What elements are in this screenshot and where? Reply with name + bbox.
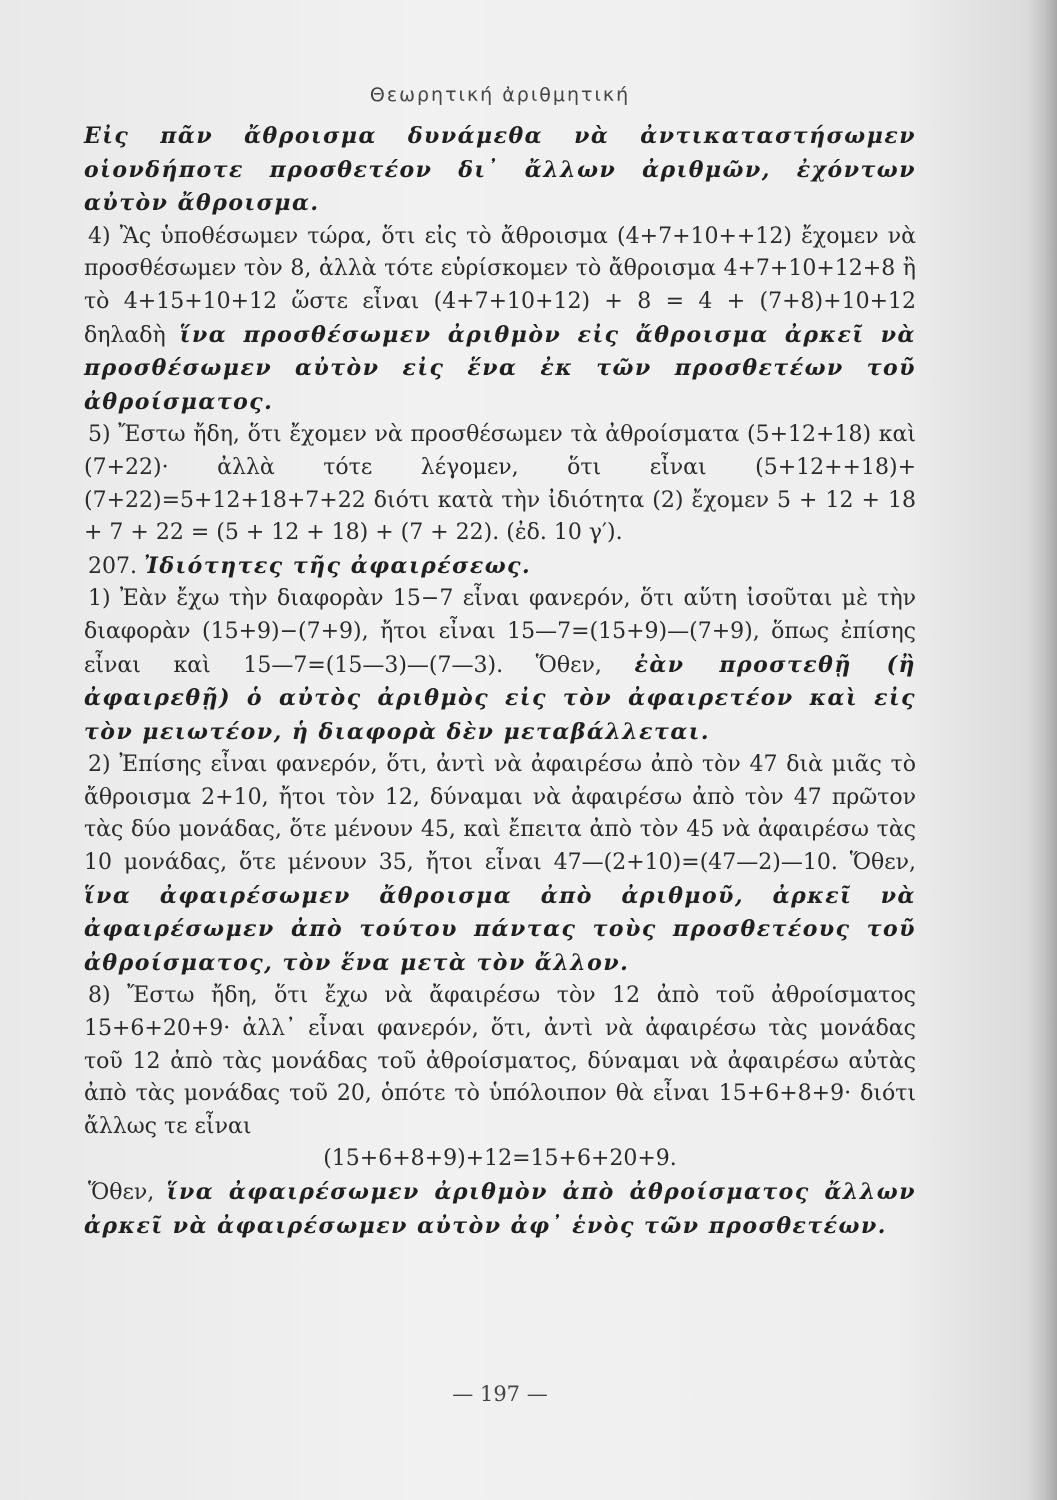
body-text: 2) Ἐπίσης εἶναι φανερόν, ὅτι, ἀντὶ νὰ ἀφαιρέσω ἀπὸ τὸν 47 διὰ μιᾶς τὸ ἄθροισμα 2+10, ἤτοι τὸν 12, δύναμαι νὰ ἀφαιρέσω ἀπὸ τὸν 47 πρῶτον τὰς δύο μονάδας, ὅτε μένουν 45, καὶ ἔπειτα ἀπὸ τὸν 45 νὰ ἀφαιρέσω τὰς 10 μονάδας, ὅτε μένουν 35, ἤτοι εἶναι 47—(2+10)=(47—2)—10. xyxy=(84,752,916,876)
section-title: Ἰδιότητες τῆς ἀφαιρέσεως. xyxy=(143,552,532,579)
page-number: — 197 — xyxy=(452,1382,548,1406)
body-text: 1) Ἐὰν ἔχω τὴν διαφορὰν 15−7 εἶναι φανερόν, ὅτι αὕτη ἰσοῦται μὲ τὴν διαφορὰν (15+9)−(7+9), ἤτοι εἶναι 15—7=(15+9)—(7+9), ὅπως ἐπίσης εἶναι καὶ 15—7=(15—3)—(7—3). xyxy=(84,586,916,678)
paragraph-conclusion xyxy=(84,1176,916,1243)
body-text: 8) Ἔστω ἤδη, ὅτι ἔχω νὰ ἄφαιρέσω τὸν 12 ἀπὸ τοῦ ἀθροίσματος 15+6+20+9· ἀλλ᾽ εἶναι φανερόν, ὅτι, ἀντὶ νὰ ἀφαιρέσω τὰς μονάδας τοῦ 12 ἀπὸ τὰς μονάδας τοῦ ἀθροίσματος, δύναμαι νὰ ἀφαιρέσω αὐτὰς ἀπὸ τὰς μονάδας τοῦ 20, ὁπότε τὸ ὑπόλοιπον θὰ εἶναι 15+6+8+9· διότι ἄλλως τε εἶναι xyxy=(84,983,916,1139)
emphasis-text: ἵνα προσθέσωμεν ἀριθμὸν εἰς ἄθροισμα ἀρκεῖ νὰ προσθέσωμεν αὐτὸν εἰς ἕνα ἐκ τῶν προσθετέων τοῦ ἀθροίσματος. xyxy=(84,321,916,415)
paragraph-2 xyxy=(84,749,916,980)
body-text: 5) Ἔστω ἤδη, ὅτι ἔχομεν νὰ προσθέσωμεν τὰ ἀθροίσματα (5+12+18) καὶ (7+22)· ἀλλὰ τότε λέγομεν, ὅτι εἶναι (5+12++18)+(7+22)=5+12+18+7+22 διότι κατὰ τὴν ἰδιότητα (2) ἔχομεν 5 + 12 + 18 + 7 + 22 = (5 + 12 + 18) + (7 + 22). (ἐδ. 10 γ′). xyxy=(84,422,916,546)
emphasis-text: ἵνα ἀφαιρέσωμεν ἀριθμὸν ἀπὸ ἀθροίσματος ἄλλων ἀρκεῖ νὰ ἀφαιρέσωμεν αὐτὸν ἀφ᾽ ἑνὸς τῶν προσθετέων. xyxy=(84,1179,916,1239)
equation-text: (15+6+8+9)+12=15+6+20+9. xyxy=(323,1146,677,1172)
body-text: 4) Ἂς ὑποθέσωμεν τώρα, ὅτι εἰς τὸ ἄθροισμα (4+7+10++12) ἔχομεν νὰ προσθέσωμεν τὸν 8, ἀλλὰ τότε εὑρίσκομεν τὸ ἄθροισμα 4+7+10+12+8 ἢ τὸ 4+15+10+12 ὥστε εἶναι (4+7+10+12) + 8 = 4 + (7+8)+10+12 δηλαδὴ xyxy=(84,223,916,348)
section-number: 207. xyxy=(88,553,144,579)
emphasis-text: ἵνα ἀφαιρέσωμεν ἄθροισμα ἀπὸ ἀριθμοῦ, ἀρκεῖ νὰ ἀφαιρέσωμεν ἀπὸ τούτου πάντας τοὺς προσθετέους τοῦ ἀθροίσματος, τὸν ἕνα μετὰ τὸν ἄλλον. xyxy=(84,882,916,976)
running-head: Θεωρητική ἀριθμητική xyxy=(369,84,631,106)
body-text: Ὅθεν, xyxy=(535,652,635,678)
section-heading-207 xyxy=(84,550,916,584)
page-edge-shadow xyxy=(1027,0,1057,1500)
equation-line xyxy=(84,1143,916,1176)
paragraph-1 xyxy=(84,583,916,749)
emphasis-text: ἐὰν προστεθῇ (ἢ ἀφαιρεθῇ) ὁ αὐτὸς ἀριθμὸς εἰς τὸν ἀφαιρετέον καὶ εἰς τὸν μειωτέον, ἡ διαφορὰ δὲν μεταβάλλεται. xyxy=(84,651,916,745)
paragraph-5 xyxy=(84,419,916,549)
body-text: Ὅθεν, xyxy=(849,850,916,876)
body-text: Ὅθεν, xyxy=(88,1180,167,1205)
paragraph-intro xyxy=(84,120,916,221)
page-body xyxy=(84,120,916,1243)
paragraph-4 xyxy=(84,221,916,420)
emphasis-text: Εἰς πᾶν ἄθροισμα δυνάμεθα νὰ ἀντικαταστήσωμεν οἱονδήποτε προσθετέον δι᾽ ἄλλων ἀριθμῶν, ἐχόντων αὐτὸν ἄθροισμα. xyxy=(84,123,916,217)
paragraph-8 xyxy=(84,980,916,1143)
